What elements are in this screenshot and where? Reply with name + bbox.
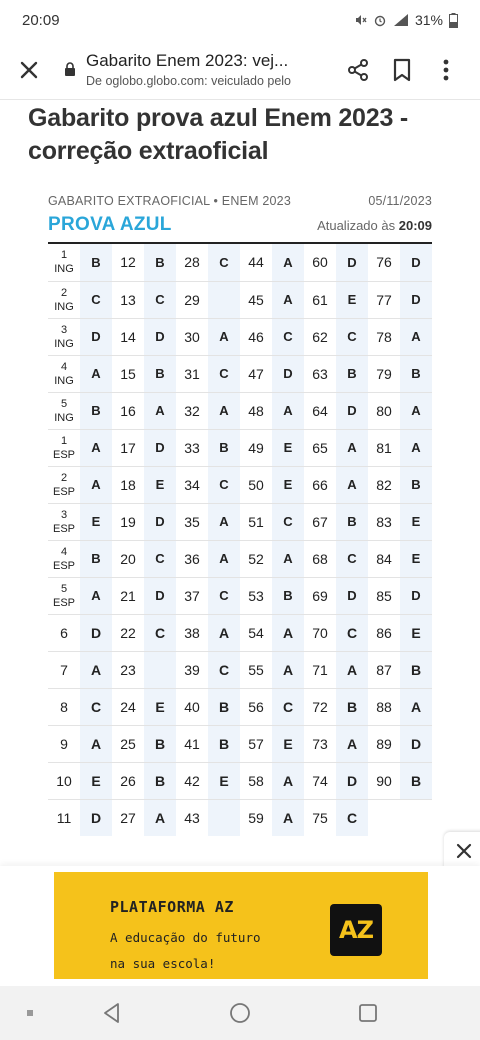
system-nav-bar [0, 986, 480, 1040]
bookmark-icon [392, 58, 412, 82]
question-number-cell: 56 [240, 688, 272, 725]
bookmark-button[interactable] [380, 48, 424, 92]
answer-cell: C [208, 355, 240, 392]
question-number-cell: 29 [176, 281, 208, 318]
table-row [48, 762, 432, 799]
answer-cell: A [272, 540, 304, 577]
question-number-cell: 84 [368, 540, 400, 577]
question-number-cell: 89 [368, 725, 400, 762]
question-number-cell: 24 [112, 688, 144, 725]
close-icon [456, 843, 472, 859]
answer-cell: C [336, 799, 368, 836]
answer-cell: E [336, 281, 368, 318]
language-label: ING [54, 263, 74, 276]
answer-cell: D [80, 318, 112, 355]
answer-cell: E [144, 688, 176, 725]
question-number: 3 [60, 508, 68, 521]
answer-cell: E [272, 466, 304, 503]
question-number-cell: 39 [176, 651, 208, 688]
table-row [48, 503, 432, 540]
question-number-cell: 44 [240, 244, 272, 281]
question-number-cell: 37 [176, 577, 208, 614]
updated-label: Atualizado às [317, 218, 396, 233]
more-menu-button[interactable] [424, 48, 468, 92]
answer-cell: B [80, 540, 112, 577]
answer-cell: D [144, 318, 176, 355]
answer-cell: A [80, 651, 112, 688]
answer-cell: B [144, 244, 176, 281]
answer-cell: B [400, 355, 432, 392]
answer-cell [400, 799, 432, 836]
answer-cell: A [336, 725, 368, 762]
question-number-cell: 68 [304, 540, 336, 577]
language-label: ING [54, 337, 74, 350]
question-number-cell: 41 [176, 725, 208, 762]
answer-cell: B [336, 688, 368, 725]
close-icon [19, 60, 39, 80]
table-row [48, 540, 432, 577]
question-number-cell: 51 [240, 503, 272, 540]
question-number-cell: 85 [368, 577, 400, 614]
answer-cell: D [144, 577, 176, 614]
answer-cell: B [80, 244, 112, 281]
overview-icon [358, 1003, 378, 1023]
language-label: ESP [52, 448, 75, 461]
question-number-cell: 8 [48, 688, 80, 725]
answer-cell: C [272, 503, 304, 540]
table-row [48, 318, 432, 355]
answer-cell: D [336, 392, 368, 429]
answer-cell: E [272, 725, 304, 762]
question-number-cell: 90 [368, 762, 400, 799]
question-number-cell: 11 [56, 809, 72, 826]
answer-cell: D [400, 244, 432, 281]
ad-text-line-1: A educação do futuro [110, 930, 261, 945]
question-number-cell [48, 503, 80, 540]
ad-close-button[interactable] [444, 832, 480, 870]
question-number-cell: 83 [368, 503, 400, 540]
page-title: Gabarito Enem 2023: vej... [86, 51, 289, 70]
question-number-cell: 34 [176, 466, 208, 503]
question-number-cell: 88 [368, 688, 400, 725]
answer-cell: A [80, 577, 112, 614]
overview-button[interactable] [354, 1000, 382, 1026]
question-number-cell: 78 [368, 318, 400, 355]
question-number-cell: 48 [240, 392, 272, 429]
lock-icon [64, 62, 78, 77]
answer-cell: C [272, 688, 304, 725]
answer-cell: A [272, 799, 304, 836]
question-number: 4 [60, 545, 68, 558]
answer-cell: A [80, 355, 112, 392]
table-row [48, 355, 432, 392]
answer-cell: C [80, 281, 112, 318]
answer-cell: A [272, 651, 304, 688]
answer-cell: D [80, 799, 112, 836]
question-number-cell: 19 [112, 503, 144, 540]
question-number-cell: 25 [112, 725, 144, 762]
answer-cell: B [400, 466, 432, 503]
prova-label: PROVA AZUL [48, 214, 172, 235]
answer-cell: C [144, 540, 176, 577]
answer-cell: A [208, 318, 240, 355]
answer-cell: E [144, 466, 176, 503]
question-number-cell [48, 577, 80, 614]
question-number-cell: 27 [120, 809, 136, 826]
question-number: 3 [60, 323, 68, 336]
question-number-cell: 65 [304, 429, 336, 466]
table-row [48, 577, 432, 614]
answer-cell: D [336, 577, 368, 614]
question-number-cell: 82 [368, 466, 400, 503]
question-number-cell [368, 799, 400, 836]
answer-cell: E [272, 429, 304, 466]
question-number-cell: 86 [368, 614, 400, 651]
language-label: ESP [52, 485, 75, 498]
question-number-cell: 52 [240, 540, 272, 577]
answer-cell: A [400, 688, 432, 725]
article-headline: Gabarito prova azul Enem 2023 - correção extraoficial [28, 104, 409, 165]
language-label: ING [54, 374, 74, 387]
answer-cell: B [400, 762, 432, 799]
question-number-cell: 66 [304, 466, 336, 503]
status-icons [353, 12, 458, 28]
question-number-cell: 57 [240, 725, 272, 762]
back-button[interactable] [98, 1000, 126, 1026]
question-number-cell: 30 [176, 318, 208, 355]
question-number-cell: 18 [112, 466, 144, 503]
question-number-cell: 73 [304, 725, 336, 762]
answer-cell: A [80, 725, 112, 762]
answer-cell: C [208, 577, 240, 614]
updated-info [317, 218, 432, 233]
table-row [48, 799, 432, 836]
answer-cell [144, 651, 176, 688]
url-block[interactable] [86, 51, 336, 88]
status-time: 20:09 [22, 11, 60, 29]
question-number-cell: 53 [240, 577, 272, 614]
answer-cell: A [208, 392, 240, 429]
answer-cell: A [272, 244, 304, 281]
answer-cell: B [400, 651, 432, 688]
table-row [48, 281, 432, 318]
question-number-cell: 69 [304, 577, 336, 614]
question-number-cell: 14 [112, 318, 144, 355]
question-number-cell: 59 [248, 809, 264, 826]
table-row [48, 466, 432, 503]
language-label: ING [54, 300, 74, 313]
question-number-cell: 22 [112, 614, 144, 651]
answer-cell: A [272, 392, 304, 429]
card-kicker: GABARITO EXTRAOFICIAL • ENEM 2023 [48, 194, 291, 208]
custom-tab-toolbar [0, 40, 480, 100]
answer-cell: A [80, 429, 112, 466]
question-number-cell [48, 392, 80, 429]
answer-cell: C [336, 318, 368, 355]
question-number-cell: 64 [304, 392, 336, 429]
answer-cell: A [400, 429, 432, 466]
question-number: 1 [60, 434, 68, 447]
answer-cell: E [80, 762, 112, 799]
question-number-cell: 72 [304, 688, 336, 725]
answer-cell: B [336, 355, 368, 392]
question-number-cell: 75 [312, 809, 328, 826]
answer-table [48, 244, 432, 836]
battery-percent: 31% [414, 12, 443, 28]
question-number: 5 [60, 582, 68, 595]
answer-cell: B [208, 725, 240, 762]
domain-line: De oglobo.globo.com: veiculado pelo [86, 74, 291, 88]
question-number-cell: 74 [304, 762, 336, 799]
question-number-cell: 31 [176, 355, 208, 392]
question-number-cell: 47 [240, 355, 272, 392]
question-number-cell: 33 [176, 429, 208, 466]
ad-container [0, 866, 480, 986]
language-label: ESP [52, 522, 75, 535]
ad-headline: PLATAFORMA AZ [110, 898, 234, 916]
ad-text-line-2: na sua escola! [110, 956, 216, 971]
status-bar [0, 0, 480, 40]
question-number: 2 [60, 286, 68, 299]
battery-icon [449, 13, 458, 28]
answer-cell: D [400, 577, 432, 614]
question-number-cell: 67 [304, 503, 336, 540]
question-number-cell: 23 [112, 651, 144, 688]
question-number-cell: 32 [176, 392, 208, 429]
answer-cell: A [208, 503, 240, 540]
question-number-cell: 45 [240, 281, 272, 318]
share-icon [346, 58, 370, 82]
question-number-cell: 7 [48, 651, 80, 688]
ad-logo: AZ [330, 904, 382, 956]
answer-cell: A [208, 540, 240, 577]
answer-cell [208, 281, 240, 318]
table-row [48, 651, 432, 688]
question-number-cell: 38 [176, 614, 208, 651]
question-number-cell [48, 429, 80, 466]
answer-cell: C [144, 281, 176, 318]
answer-cell: D [336, 244, 368, 281]
card-date: 05/11/2023 [368, 194, 432, 208]
answer-cell: A [144, 392, 176, 429]
question-number-cell [48, 466, 80, 503]
updated-time: 20:09 [398, 218, 432, 233]
alarm-icon [373, 13, 387, 27]
question-number-cell [48, 540, 80, 577]
table-row [48, 244, 432, 281]
question-number-cell: 12 [112, 244, 144, 281]
question-number-cell: 20 [112, 540, 144, 577]
question-number-cell: 81 [368, 429, 400, 466]
question-number-cell: 42 [176, 762, 208, 799]
answer-cell: E [208, 762, 240, 799]
question-number-cell [48, 355, 80, 392]
answer-cell: B [80, 392, 112, 429]
question-number-cell: 87 [368, 651, 400, 688]
answer-cell: E [400, 503, 432, 540]
question-number-cell: 16 [112, 392, 144, 429]
answer-cell: A [400, 392, 432, 429]
question-number-cell: 63 [304, 355, 336, 392]
answer-cell: A [80, 466, 112, 503]
more-vert-icon [443, 59, 449, 81]
answer-cell: B [272, 577, 304, 614]
close-tab-button[interactable] [16, 57, 42, 83]
answer-cell: E [400, 540, 432, 577]
answer-cell: D [144, 503, 176, 540]
answer-cell: C [336, 614, 368, 651]
answer-cell: C [336, 540, 368, 577]
answer-cell: B [144, 355, 176, 392]
language-label: ING [54, 411, 74, 424]
question-number-cell: 80 [368, 392, 400, 429]
question-number-cell: 55 [240, 651, 272, 688]
question-number-cell: 49 [240, 429, 272, 466]
question-number-cell: 58 [240, 762, 272, 799]
answer-cell: B [208, 688, 240, 725]
home-icon [229, 1002, 251, 1024]
answer-cell: D [144, 429, 176, 466]
question-number-cell: 79 [368, 355, 400, 392]
question-number-cell: 46 [240, 318, 272, 355]
back-icon [102, 1002, 122, 1024]
ad-banner[interactable] [54, 872, 428, 979]
question-number-cell: 6 [48, 614, 80, 651]
answer-cell: C [208, 466, 240, 503]
table-row [48, 614, 432, 651]
answer-cell: B [336, 503, 368, 540]
question-number-cell: 17 [112, 429, 144, 466]
question-number-cell: 61 [304, 281, 336, 318]
answer-cell: A [272, 614, 304, 651]
answer-cell: B [144, 725, 176, 762]
question-number-cell: 43 [184, 809, 200, 826]
answer-cell: A [144, 799, 176, 836]
answer-cell: D [336, 762, 368, 799]
question-number-cell: 40 [176, 688, 208, 725]
recents-icon [26, 1009, 34, 1017]
answer-cell: A [400, 318, 432, 355]
answer-cell: A [272, 762, 304, 799]
question-number-cell: 9 [48, 725, 80, 762]
article [0, 102, 480, 836]
question-number: 5 [60, 397, 68, 410]
answer-cell: C [80, 688, 112, 725]
table-row [48, 392, 432, 429]
answer-cell: A [272, 281, 304, 318]
answer-cell: D [272, 355, 304, 392]
answer-cell: D [80, 614, 112, 651]
question-number-cell: 54 [240, 614, 272, 651]
question-number-cell: 15 [112, 355, 144, 392]
question-number: 1 [60, 249, 68, 262]
answer-cell: C [144, 614, 176, 651]
home-button[interactable] [226, 1000, 254, 1026]
table-row [48, 688, 432, 725]
share-button[interactable] [336, 48, 380, 92]
question-number: 4 [60, 360, 68, 373]
answer-cell: B [144, 762, 176, 799]
answer-cell: C [272, 318, 304, 355]
question-number-cell: 35 [176, 503, 208, 540]
question-number-cell: 77 [368, 281, 400, 318]
question-number-cell: 62 [304, 318, 336, 355]
table-row [48, 429, 432, 466]
answer-key-card [48, 194, 432, 836]
answer-cell: B [208, 429, 240, 466]
question-number-cell [48, 318, 80, 355]
answer-cell: E [400, 614, 432, 651]
question-number-cell: 28 [176, 244, 208, 281]
question-number: 2 [60, 471, 68, 484]
question-number-cell [48, 244, 80, 281]
question-number-cell: 36 [176, 540, 208, 577]
language-label: ESP [52, 596, 75, 609]
answer-cell: A [336, 466, 368, 503]
question-number-cell: 70 [304, 614, 336, 651]
signal-icon [393, 13, 409, 27]
question-number-cell: 13 [112, 281, 144, 318]
question-number-cell: 21 [112, 577, 144, 614]
recents-button[interactable] [20, 1006, 40, 1020]
question-number-cell: 60 [304, 244, 336, 281]
table-row [48, 725, 432, 762]
question-number-cell [48, 281, 80, 318]
answer-cell [208, 799, 240, 836]
answer-cell: A [336, 651, 368, 688]
question-number-cell: 10 [48, 762, 80, 799]
answer-cell: A [336, 429, 368, 466]
question-number-cell: 71 [304, 651, 336, 688]
answer-cell: D [400, 281, 432, 318]
question-number-cell: 76 [368, 244, 400, 281]
answer-cell: D [400, 725, 432, 762]
answer-cell: A [208, 614, 240, 651]
mute-icon [353, 13, 367, 27]
language-label: ESP [52, 559, 75, 572]
answer-cell: C [208, 244, 240, 281]
answer-cell: E [80, 503, 112, 540]
question-number-cell: 26 [112, 762, 144, 799]
answer-cell: C [208, 651, 240, 688]
question-number-cell: 50 [240, 466, 272, 503]
